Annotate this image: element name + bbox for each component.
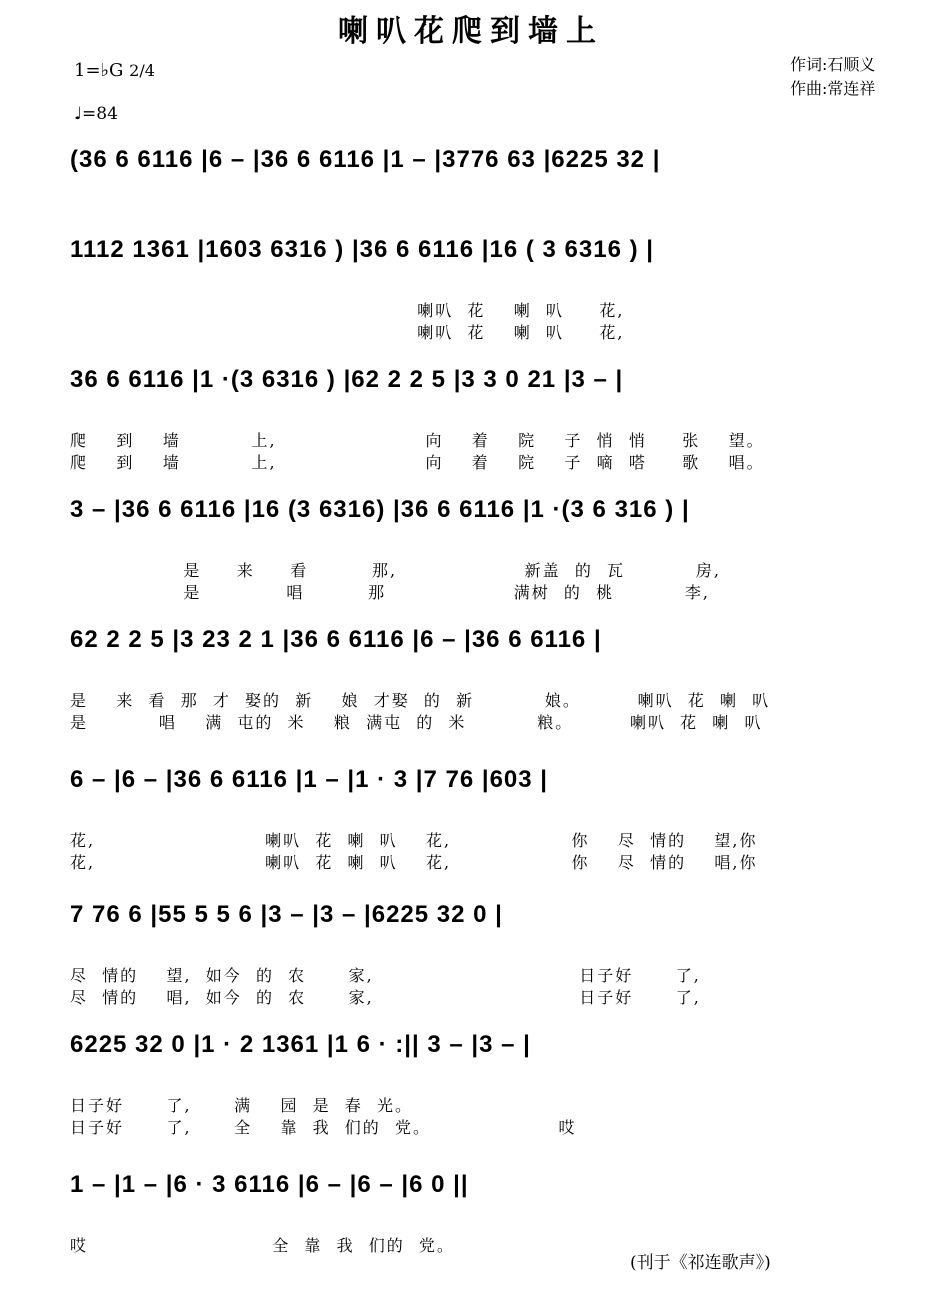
tempo-marking: ♩=84 [74,104,118,124]
staff-row [70,490,894,550]
lyric-line-verse-2: 尽 情的 唱, 如今 的 农 家, 日子好 了, [70,988,701,1007]
composer-credit: 作曲:常连祥 [790,79,876,98]
source-note: (刊于《祁连歌声》) [630,1253,771,1273]
staff-row [70,140,894,200]
notation-line: 6 – |6 – |36 6 6116 |1 – |1 · 3 |7 76 |603 | [70,766,548,793]
notation-line: (36 6 6116 |6 – |36 6 6116 |1 – |3776 63 |6225 32 | [70,146,661,173]
lyric-line-verse-1: 哎 全 靠 我 们的 党。 [70,1236,455,1255]
key-signature [74,60,155,81]
lyric-line-verse-2: 喇叭 花 喇 叭 花, [70,323,625,342]
staff-row [70,895,894,955]
time-signature: 2/4 [129,61,155,80]
lyric-line-verse-1: 爬 到 墙 上, 向 着 院 子 悄 悄 张 望。 [70,431,765,450]
staff-row [70,230,894,290]
lyric-line-verse-1: 尽 情的 望, 如今 的 农 家, 日子好 了, [70,966,701,985]
lyric-line-verse-1: 喇叭 花 喇 叭 花, [70,301,625,320]
lyric-line-verse-1: 是 来 看 那, 新盖 的 瓦 房, [70,561,721,580]
key-label: 1=♭G [74,60,124,81]
staff-row [70,360,894,420]
lyricist-credit: 作词:石顺义 [790,55,876,74]
lyric-line-verse-2: 是 唱 那 满树 的 桃 李, [70,583,711,602]
notation-line: 62 2 2 5 |3 23 2 1 |36 6 6116 |6 – |36 6 6116 | [70,626,602,653]
lyric-line-verse-1: 是 来 看 那 才 娶的 新 娘 才娶 的 新 娘。 喇叭 花 喇 叭 [70,691,771,710]
notation-line: 7 76 6 |55 5 5 6 |3 – |3 – |6225 32 0 | [70,901,503,928]
lyric-line-verse-2: 爬 到 墙 上, 向 着 院 子 嘀 嗒 歌 唱。 [70,453,765,472]
notation-line: 36 6 6116 |1 ·(3 6316 ) |62 2 2 5 |3 3 0 21 |3 – | [70,366,624,393]
notation-line: 3 – |36 6 6116 |16 (3 6316) |36 6 6116 |1 ·(3 6 316 ) | [70,496,690,523]
lyric-line-verse-2: 日子好 了, 全 靠 我 们的 党。 哎 [70,1118,577,1137]
staff-row [70,1025,894,1085]
staff-row [70,1165,894,1225]
lyric-line-verse-1: 花, 喇叭 花 喇 叭 花, 你 尽 情的 望,你 [70,831,758,850]
staff-row [70,760,894,820]
lyric-line-verse-1: 日子好 了, 满 园 是 春 光。 [70,1096,413,1115]
song-title: 喇叭花爬到墙上 [338,14,604,49]
lyric-line-verse-2: 是 唱 满 屯的 米 粮 满屯 的 米 粮。 喇叭 花 喇 叭 [70,713,763,732]
notation-line: 1 – |1 – |6 · 3 6116 |6 – |6 – |6 0 || [70,1171,469,1198]
lyric-line-verse-2: 花, 喇叭 花 喇 叭 花, 你 尽 情的 唱,你 [70,853,758,872]
notation-line: 1112 1361 |1603 6316 ) |36 6 6116 |16 ( 3 6316 ) | [70,236,654,263]
notation-line: 6225 32 0 |1 · 2 1361 |1 6 · :|| 3 – |3 – | [70,1031,531,1058]
staff-row [70,620,894,680]
